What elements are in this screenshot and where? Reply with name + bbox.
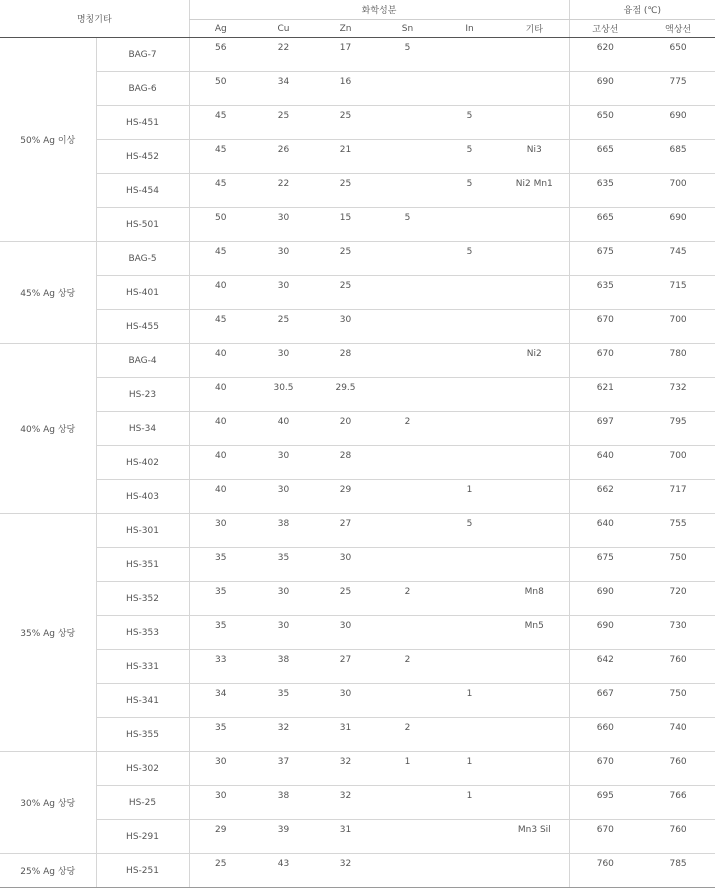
cell-solidus: 690 (569, 582, 641, 616)
cell-zn: 21 (315, 140, 376, 174)
cell-in: 5 (439, 242, 500, 276)
cell-cu: 38 (252, 786, 315, 820)
cell-in: 1 (439, 786, 500, 820)
table-row (0, 548, 715, 582)
cell-ag: 45 (189, 310, 252, 344)
cell-liquidus: 740 (641, 718, 715, 752)
cell-liquidus: 750 (641, 548, 715, 582)
cell-cu: 22 (252, 38, 315, 72)
cell-etc (500, 412, 569, 446)
cell-sn (376, 616, 439, 650)
cell-etc: Ni2 Mn1 (500, 174, 569, 208)
header-chemical-composition: 화학성분 (189, 0, 569, 20)
cell-liquidus: 760 (641, 650, 715, 684)
cell-etc: Ni2 (500, 344, 569, 378)
table-row (0, 38, 715, 72)
cell-sn (376, 514, 439, 548)
cell-zn: 32 (315, 854, 376, 888)
group-label: 40% Ag 상당 (0, 344, 96, 514)
cell-zn: 30 (315, 684, 376, 718)
cell-sn (376, 480, 439, 514)
cell-zn: 25 (315, 106, 376, 140)
cell-sn: 5 (376, 38, 439, 72)
cell-in: 1 (439, 480, 500, 514)
alloy-name: BAG-4 (96, 344, 189, 378)
cell-ag: 34 (189, 684, 252, 718)
table-row (0, 480, 715, 514)
cell-zn: 16 (315, 72, 376, 106)
cell-in: 1 (439, 752, 500, 786)
cell-sn (376, 106, 439, 140)
cell-etc: Ni3 (500, 140, 569, 174)
cell-sn: 1 (376, 752, 439, 786)
cell-liquidus: 700 (641, 310, 715, 344)
cell-solidus: 620 (569, 38, 641, 72)
alloy-name: HS-452 (96, 140, 189, 174)
cell-sn (376, 378, 439, 412)
cell-etc (500, 752, 569, 786)
cell-solidus: 642 (569, 650, 641, 684)
cell-ag: 29 (189, 820, 252, 854)
cell-ag: 45 (189, 106, 252, 140)
cell-cu: 39 (252, 820, 315, 854)
cell-zn: 32 (315, 786, 376, 820)
cell-ag: 30 (189, 514, 252, 548)
alloy-name: HS-454 (96, 174, 189, 208)
cell-etc (500, 786, 569, 820)
cell-liquidus: 685 (641, 140, 715, 174)
cell-cu: 25 (252, 310, 315, 344)
cell-solidus: 690 (569, 616, 641, 650)
alloy-name: HS-353 (96, 616, 189, 650)
table-row (0, 378, 715, 412)
cell-cu: 38 (252, 514, 315, 548)
cell-in: 5 (439, 106, 500, 140)
group-label: 25% Ag 상당 (0, 854, 96, 888)
cell-cu: 30 (252, 208, 315, 242)
cell-ag: 45 (189, 174, 252, 208)
cell-in (439, 344, 500, 378)
cell-liquidus: 760 (641, 820, 715, 854)
cell-sn (376, 446, 439, 480)
cell-ag: 45 (189, 140, 252, 174)
alloy-name: HS-451 (96, 106, 189, 140)
cell-solidus: 667 (569, 684, 641, 718)
cell-ag: 50 (189, 208, 252, 242)
table-header (0, 0, 715, 38)
cell-solidus: 670 (569, 310, 641, 344)
cell-cu: 22 (252, 174, 315, 208)
cell-cu: 26 (252, 140, 315, 174)
alloy-name: HS-341 (96, 684, 189, 718)
alloy-name: BAG-6 (96, 72, 189, 106)
table-row (0, 786, 715, 820)
cell-in (439, 378, 500, 412)
cell-etc (500, 514, 569, 548)
cell-solidus: 670 (569, 752, 641, 786)
group-label: 45% Ag 상당 (0, 242, 96, 344)
cell-solidus: 635 (569, 276, 641, 310)
header-ag: Ag (189, 20, 252, 38)
header-name: 명칭기타 (0, 0, 189, 38)
cell-ag: 40 (189, 412, 252, 446)
cell-zn: 28 (315, 446, 376, 480)
cell-zn: 17 (315, 38, 376, 72)
cell-sn (376, 684, 439, 718)
cell-ag: 25 (189, 854, 252, 888)
cell-solidus: 640 (569, 514, 641, 548)
cell-liquidus: 795 (641, 412, 715, 446)
cell-solidus: 621 (569, 378, 641, 412)
header-cu: Cu (252, 20, 315, 38)
table-row (0, 752, 715, 786)
cell-liquidus: 732 (641, 378, 715, 412)
cell-cu: 30.5 (252, 378, 315, 412)
cell-sn: 2 (376, 718, 439, 752)
cell-sn (376, 820, 439, 854)
cell-liquidus: 717 (641, 480, 715, 514)
cell-ag: 33 (189, 650, 252, 684)
table-row (0, 582, 715, 616)
cell-in (439, 820, 500, 854)
cell-in (439, 208, 500, 242)
cell-zn: 32 (315, 752, 376, 786)
cell-zn: 25 (315, 174, 376, 208)
cell-sn (376, 242, 439, 276)
cell-zn: 30 (315, 310, 376, 344)
cell-sn (376, 344, 439, 378)
cell-liquidus: 766 (641, 786, 715, 820)
cell-solidus: 675 (569, 242, 641, 276)
cell-cu: 25 (252, 106, 315, 140)
cell-zn: 27 (315, 514, 376, 548)
cell-solidus: 635 (569, 174, 641, 208)
table-row (0, 412, 715, 446)
cell-ag: 45 (189, 242, 252, 276)
alloy-name: HS-251 (96, 854, 189, 888)
alloy-name: BAG-5 (96, 242, 189, 276)
table-row (0, 174, 715, 208)
alloy-name: HS-301 (96, 514, 189, 548)
cell-etc (500, 378, 569, 412)
table-row (0, 276, 715, 310)
cell-in (439, 548, 500, 582)
group-label: 35% Ag 상당 (0, 514, 96, 752)
cell-ag: 35 (189, 582, 252, 616)
cell-zn: 29.5 (315, 378, 376, 412)
cell-liquidus: 700 (641, 446, 715, 480)
table-row (0, 854, 715, 888)
cell-sn (376, 276, 439, 310)
table-row (0, 684, 715, 718)
cell-sn (376, 548, 439, 582)
cell-solidus: 640 (569, 446, 641, 480)
cell-etc: Mn5 (500, 616, 569, 650)
cell-cu: 43 (252, 854, 315, 888)
cell-solidus: 675 (569, 548, 641, 582)
cell-sn: 5 (376, 208, 439, 242)
cell-solidus: 665 (569, 208, 641, 242)
cell-sn (376, 174, 439, 208)
cell-cu: 30 (252, 480, 315, 514)
cell-cu: 35 (252, 548, 315, 582)
cell-etc (500, 276, 569, 310)
cell-cu: 30 (252, 242, 315, 276)
cell-zn: 25 (315, 242, 376, 276)
cell-zn: 25 (315, 276, 376, 310)
cell-cu: 30 (252, 582, 315, 616)
cell-sn (376, 72, 439, 106)
table-row (0, 514, 715, 548)
cell-sn (376, 786, 439, 820)
cell-in: 5 (439, 140, 500, 174)
cell-ag: 30 (189, 752, 252, 786)
alloy-name: HS-355 (96, 718, 189, 752)
cell-etc (500, 38, 569, 72)
cell-liquidus: 750 (641, 684, 715, 718)
cell-zn: 30 (315, 548, 376, 582)
cell-etc (500, 650, 569, 684)
cell-zn: 15 (315, 208, 376, 242)
cell-zn: 25 (315, 582, 376, 616)
table-row (0, 344, 715, 378)
cell-zn: 31 (315, 718, 376, 752)
group-label: 50% Ag 이상 (0, 38, 96, 242)
cell-liquidus: 775 (641, 72, 715, 106)
header-melting-point: 융점 (℃) (569, 0, 715, 20)
cell-sn: 2 (376, 412, 439, 446)
header-etc: 기타 (500, 20, 569, 38)
cell-ag: 35 (189, 548, 252, 582)
cell-etc (500, 208, 569, 242)
cell-etc (500, 548, 569, 582)
cell-ag: 30 (189, 786, 252, 820)
cell-solidus: 665 (569, 140, 641, 174)
cell-solidus: 660 (569, 718, 641, 752)
cell-solidus: 690 (569, 72, 641, 106)
alloy-name: HS-34 (96, 412, 189, 446)
cell-ag: 40 (189, 378, 252, 412)
cell-liquidus: 690 (641, 208, 715, 242)
cell-etc (500, 684, 569, 718)
cell-cu: 37 (252, 752, 315, 786)
cell-in (439, 310, 500, 344)
cell-in (439, 854, 500, 888)
table-row (0, 650, 715, 684)
alloy-name: HS-402 (96, 446, 189, 480)
cell-liquidus: 780 (641, 344, 715, 378)
cell-ag: 40 (189, 344, 252, 378)
cell-in (439, 582, 500, 616)
cell-etc (500, 446, 569, 480)
group-label: 30% Ag 상당 (0, 752, 96, 854)
table-row (0, 106, 715, 140)
cell-zn: 31 (315, 820, 376, 854)
alloy-name: HS-352 (96, 582, 189, 616)
table-body (0, 38, 715, 888)
cell-etc (500, 106, 569, 140)
cell-cu: 30 (252, 276, 315, 310)
cell-ag: 40 (189, 480, 252, 514)
header-in: In (439, 20, 500, 38)
cell-sn (376, 140, 439, 174)
cell-in (439, 412, 500, 446)
header-sn: Sn (376, 20, 439, 38)
cell-liquidus: 690 (641, 106, 715, 140)
cell-liquidus: 700 (641, 174, 715, 208)
cell-ag: 50 (189, 72, 252, 106)
cell-liquidus: 650 (641, 38, 715, 72)
cell-liquidus: 785 (641, 854, 715, 888)
header-liquidus: 액상선 (641, 20, 715, 38)
cell-solidus: 670 (569, 820, 641, 854)
cell-liquidus: 720 (641, 582, 715, 616)
cell-zn: 27 (315, 650, 376, 684)
cell-in: 1 (439, 684, 500, 718)
cell-zn: 28 (315, 344, 376, 378)
cell-cu: 35 (252, 684, 315, 718)
table-row (0, 242, 715, 276)
cell-in: 5 (439, 514, 500, 548)
cell-solidus: 695 (569, 786, 641, 820)
cell-cu: 40 (252, 412, 315, 446)
alloy-name: HS-351 (96, 548, 189, 582)
alloy-name: HS-501 (96, 208, 189, 242)
alloy-name: HS-302 (96, 752, 189, 786)
cell-etc (500, 718, 569, 752)
alloy-name: HS-455 (96, 310, 189, 344)
cell-etc (500, 242, 569, 276)
table-row (0, 616, 715, 650)
cell-zn: 20 (315, 412, 376, 446)
header-solidus: 고상선 (569, 20, 641, 38)
cell-etc (500, 480, 569, 514)
table-row (0, 446, 715, 480)
cell-in (439, 38, 500, 72)
table-row (0, 820, 715, 854)
cell-liquidus: 730 (641, 616, 715, 650)
cell-solidus: 662 (569, 480, 641, 514)
cell-etc: Mn8 (500, 582, 569, 616)
cell-solidus: 650 (569, 106, 641, 140)
cell-cu: 38 (252, 650, 315, 684)
cell-solidus: 760 (569, 854, 641, 888)
cell-liquidus: 745 (641, 242, 715, 276)
table-row (0, 718, 715, 752)
cell-ag: 40 (189, 276, 252, 310)
cell-ag: 35 (189, 718, 252, 752)
alloy-name: HS-25 (96, 786, 189, 820)
table-row (0, 208, 715, 242)
cell-in (439, 616, 500, 650)
cell-sn (376, 854, 439, 888)
cell-etc (500, 854, 569, 888)
cell-liquidus: 755 (641, 514, 715, 548)
cell-in (439, 446, 500, 480)
cell-cu: 30 (252, 616, 315, 650)
cell-cu: 30 (252, 344, 315, 378)
alloy-name: HS-403 (96, 480, 189, 514)
cell-solidus: 697 (569, 412, 641, 446)
cell-in (439, 718, 500, 752)
cell-in (439, 650, 500, 684)
cell-cu: 32 (252, 718, 315, 752)
alloy-name: HS-331 (96, 650, 189, 684)
cell-sn: 2 (376, 582, 439, 616)
table-row (0, 72, 715, 106)
cell-sn (376, 310, 439, 344)
table-row (0, 140, 715, 174)
cell-cu: 34 (252, 72, 315, 106)
cell-in (439, 72, 500, 106)
alloy-name: HS-23 (96, 378, 189, 412)
cell-ag: 56 (189, 38, 252, 72)
alloy-name: BAG-7 (96, 38, 189, 72)
cell-zn: 29 (315, 480, 376, 514)
cell-zn: 30 (315, 616, 376, 650)
cell-in (439, 276, 500, 310)
header-zn: Zn (315, 20, 376, 38)
cell-etc (500, 72, 569, 106)
cell-sn: 2 (376, 650, 439, 684)
cell-liquidus: 760 (641, 752, 715, 786)
cell-ag: 35 (189, 616, 252, 650)
cell-etc (500, 310, 569, 344)
cell-cu: 30 (252, 446, 315, 480)
cell-in: 5 (439, 174, 500, 208)
cell-etc: Mn3 Sil (500, 820, 569, 854)
cell-solidus: 670 (569, 344, 641, 378)
alloy-name: HS-401 (96, 276, 189, 310)
table-row (0, 310, 715, 344)
cell-ag: 40 (189, 446, 252, 480)
alloy-name: HS-291 (96, 820, 189, 854)
cell-liquidus: 715 (641, 276, 715, 310)
